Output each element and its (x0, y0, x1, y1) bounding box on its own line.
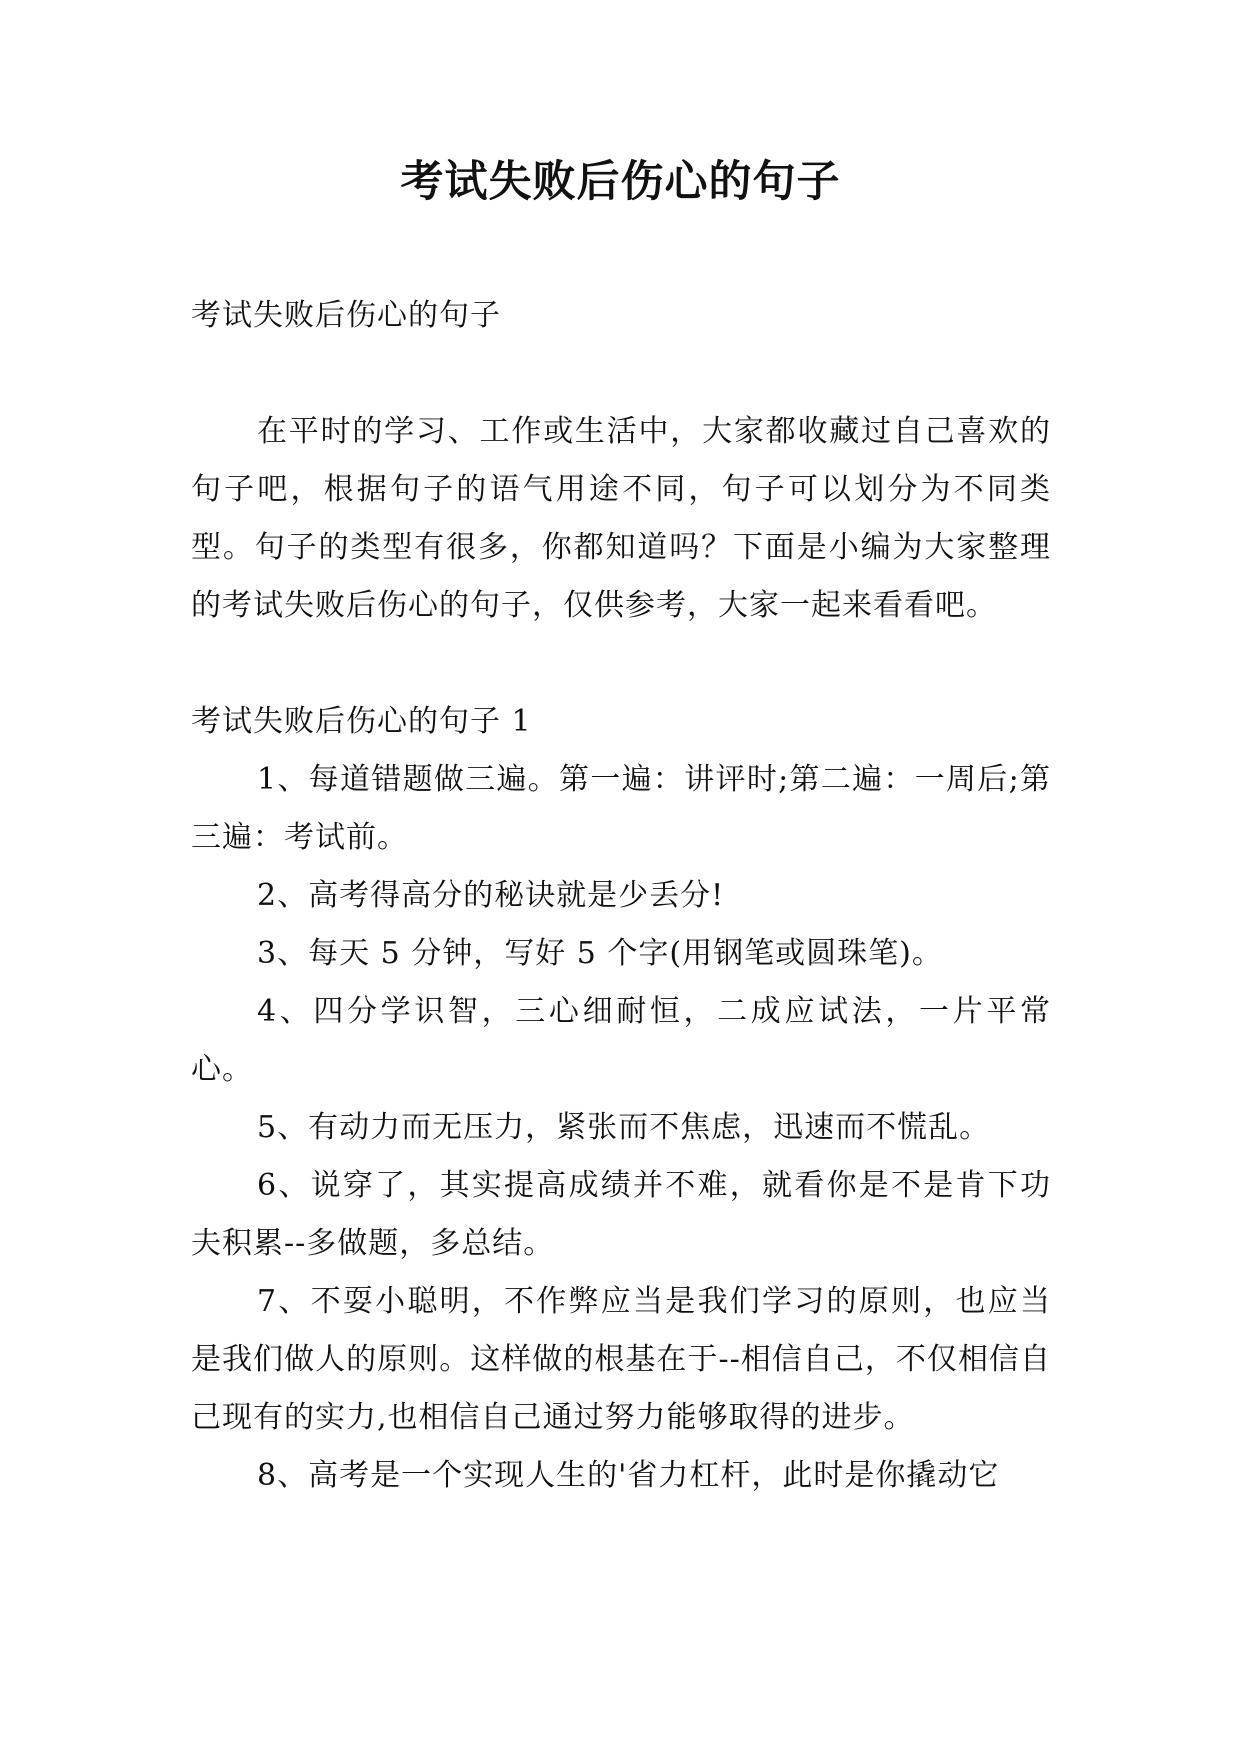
intro-paragraph: 在平时的学习、工作或生活中，大家都收藏过自己喜欢的句子吧，根据句子的语气用途不同，句子可以划分为不同类型。句子的类型有很多，你都知道吗？下面是小编为大家整理的考试失败后伤心的句子，仅供参考，大家一起来看看吧。 (191, 414, 1051, 623)
list-item: 1、每道错题做三遍。第一遍：讲评时;第二遍：一周后;第三遍：考试前。 (191, 762, 1051, 855)
list-item: 8、高考是一个实现人生的'省力杠杆，此时是你撬动它 (257, 1458, 1000, 1493)
document-body (191, 287, 1051, 1505)
document-subtitle: 考试失败后伤心的句子 (191, 298, 501, 333)
list-item: 7、不耍小聪明，不作弊应当是我们学习的原则，也应当是我们做人的原则。这样做的根基在于--相信自己，不仅相信自己现有的实力,也相信自己通过努力能够取得的进步。 (191, 1284, 1051, 1435)
list-item: 2、高考得高分的秘诀就是少丢分! (257, 878, 725, 913)
section-heading: 考试失败后伤心的句子 1 (191, 704, 532, 739)
list-item: 4、四分学识智，三心细耐恒，二成应试法，一片平常心。 (191, 994, 1051, 1087)
document-title: 考试失败后伤心的句子 (400, 157, 841, 207)
list-item: 3、每天 5 分钟，写好 5 个字(用钢笔或圆珠笔)。 (257, 936, 943, 971)
list-item: 5、有动力而无压力，紧张而不焦虑，迅速而不慌乱。 (257, 1110, 991, 1145)
list-item: 6、说穿了，其实提高成绩并不难，就看你是不是肯下功夫积累--多做题，多总结。 (191, 1168, 1051, 1261)
